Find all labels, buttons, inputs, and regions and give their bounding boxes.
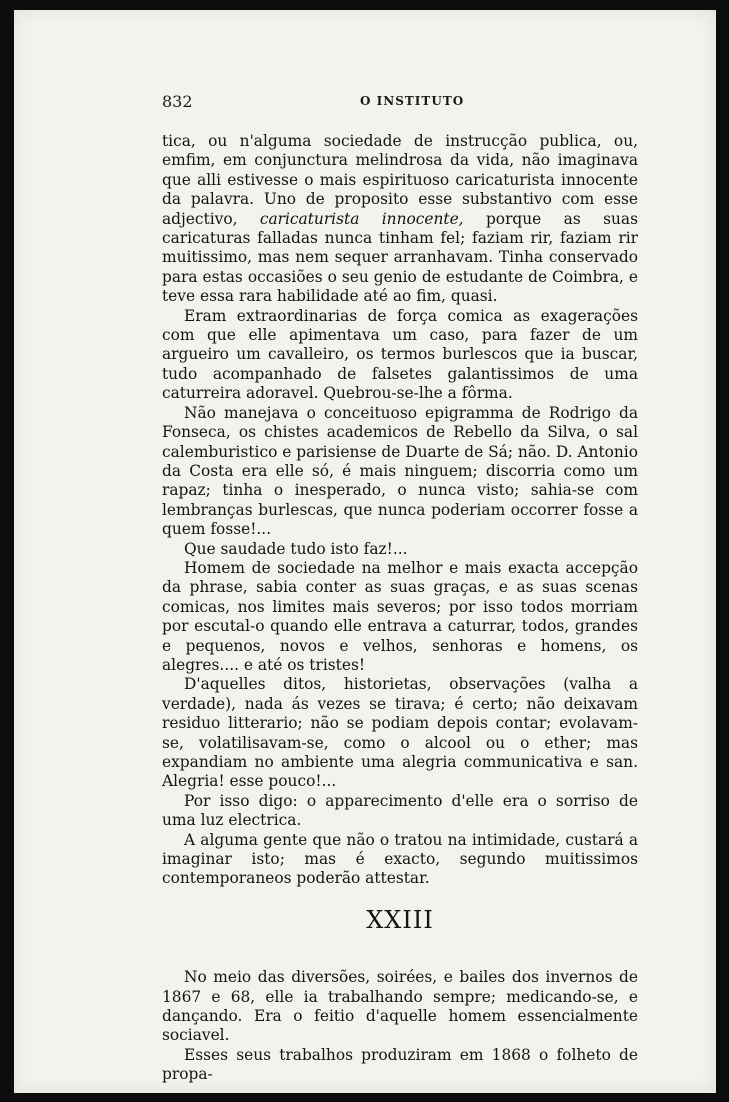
paragraph: No meio das diversões, soirées, e bailes dos invernos de 1867 e 68, elle ia trabalhando sempre; medicando-se, e dançando. Era o feitio d'aquelle homem essencialmente sociavel. (162, 968, 638, 1045)
paragraph: Homem de sociedade na melhor e mais exacta accepção da phrase, sabia conter as suas graças, e as suas scenas comicas, nos limites mais severos; por isso todos morriam por escutal-o quando elle entrava a caturrar, todos, grandes e pequenos, novos e velhos, senhoras e homens, os alegres.... e até os tristes! (162, 558, 638, 674)
paragraph: Que saudade tudo isto faz!... (184, 539, 408, 558)
section-heading: XXIII (366, 905, 434, 934)
paragraph-text: tica, ou n'alguma sociedade de instrucção publica, ou, emfim, em conjunctura melindrosa da vida, não imaginava que alli estivesse o mais espirituoso caricaturista innocente da palavra. Uno de proposito esse substantivo com esse adjectivo, (162, 132, 638, 228)
italic-phrase: caricaturista innocente, (259, 209, 464, 228)
paragraph: Esses seus trabalhos produziram em 1868 o folheto de propa- (162, 1045, 638, 1084)
page-header (162, 92, 642, 114)
paragraph: D'aquelles ditos, historietas, observações (valha a verdade), nada ás vezes se tirava; é certo; não deixavam residuo litterario; não se podiam depois contar; evolavam-se, volatilisavam-se, como o alcool ou o ether; mas expandiam no ambiente uma alegria communicativa e san. Alegria! esse pouco!... (162, 675, 638, 791)
paragraph: Por isso digo: o apparecimento d'elle era o sorriso de uma luz electrica. (162, 791, 638, 830)
paragraph-text: porque as suas caricaturas falladas nunca tinham fel; faziam rir, faziam rir muitissimo, mas nem sequer arranhavam. Tinha conservado para estas occasiões o seu genio de estudante de Coimbra, e teve essa rara habilidade até ao fim, quasi. (162, 209, 638, 306)
running-title: O INSTITUTO (360, 94, 465, 108)
paragraph: Eram extraordinarias de força comica as exagerações com que elle apimentava um caso, para fazer de um argueiro um cavalleiro, os termos burlescos que ia buscar, tudo acompanhado de falsetes galantissimos de uma caturreira adoravel. Quebrou-se-lhe a fôrma. (162, 306, 638, 403)
paragraph: Não manejava o conceituoso epigramma de Rodrigo da Fonseca, os chistes academicos de Rebello da Silva, o sal calemburistico e parisiense de Duarte de Sá; não. D. Antonio da Costa era elle só, é mais ninguem; discorria como um rapaz; tinha o inesperado, o nunca visto; sahia-se com lembranças burlescas, que nunca poderiam occorrer fosse a quem fosse!... (162, 403, 638, 539)
body-text (162, 132, 638, 1085)
paragraph (162, 132, 638, 307)
page-number: 832 (162, 92, 193, 111)
paragraph: A alguma gente que não o tratou na intimidade, custará a imaginar isto; mas é exacto, segundo muitissimos contemporaneos poderão attestar. (162, 830, 638, 888)
